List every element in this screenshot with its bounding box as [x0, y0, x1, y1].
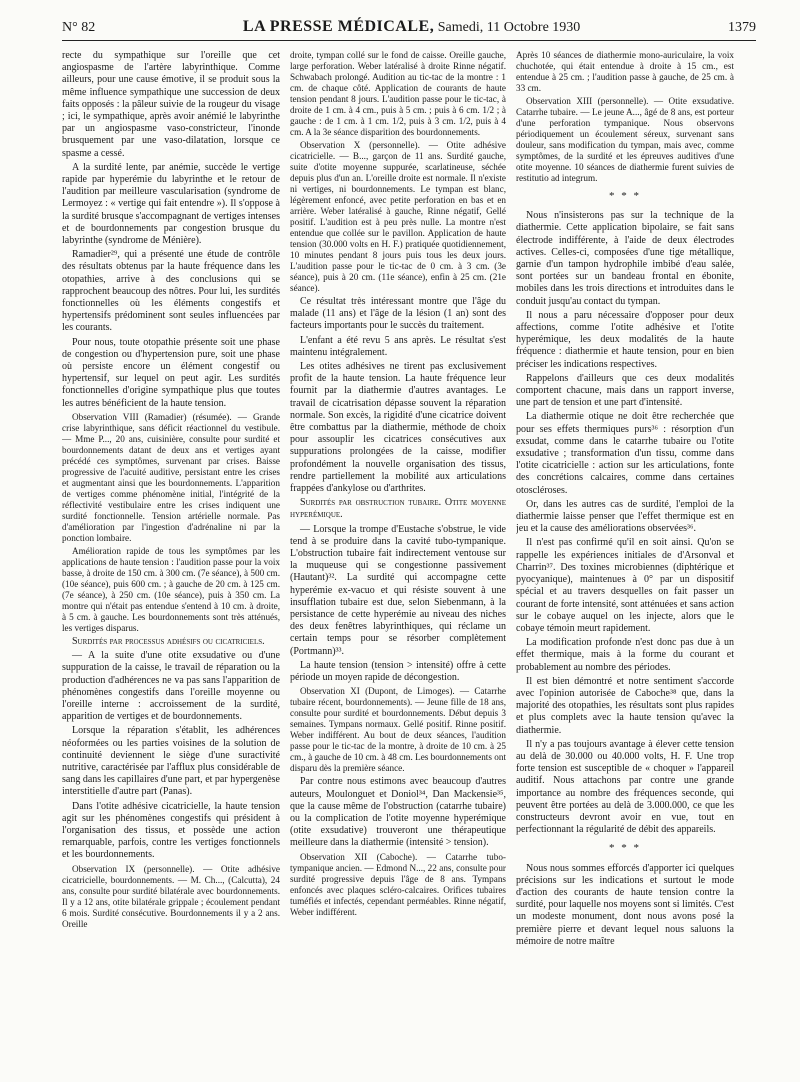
paragraph: Rappelons d'ailleurs que ces deux modalités comportent chacune, mais dans un rapport inverse, une part de tension et une part d'intensité. — [516, 372, 734, 409]
observation-12-continued: Après 10 séances de diathermie mono-auriculaire, la voix chuchotée, qui était entendue à droite à 15 cm., est entendue à 25 cm. ; l'audition passe à gauche, de 25 cm. à 33 cm. — [516, 50, 734, 93]
paragraph: Lorsque la réparation s'établit, les adhérences néoformées ou les parties voisines de la solution de continuité deviennent le siège d'une suractivité nutritive, caractérisée par l'afflux plus considérable de sang dans les capillaires d'une part, et par hypergenèse interstitielle d'autre part (Panas). — [62, 725, 280, 798]
paragraph: La diathermie otique ne doit être recherchée que pour ses effets thermiques purs³⁶ : résorption d'un exsudat, comme dans le catarrhe tubaire ou l'otite exsudative ; transformation d'un tissu, comme dans l'otite cicatricielle : action sur les articulations, fonte des concrétions calcaires, comme dans certaines otoscléroses. — [516, 411, 734, 496]
paragraph: Or, dans les autres cas de surdité, l'emploi de la diathermie laisse penser que l'effet thermique est en jeu et la cause des améliorations observées³⁶. — [516, 498, 734, 535]
issue-number: N° 82 — [62, 20, 96, 35]
observation-9: Observation IX (personnelle). — Otite adhésive cicatricielle, bourdonnements. — M. Ch..., (Calcutta), 24 ans, consulte pour surdité bilatérale avec bourdonnements. Il y a 12 ans, otite bilatérale grippale ; écoulement pendant 6 mois. Surdité consécutive. Bourdonnements il y a 2 ans. Oreille — [62, 863, 280, 929]
page-number: 1379 — [728, 20, 756, 35]
column-right — [516, 50, 734, 1060]
column-middle — [290, 50, 506, 1060]
paragraph: Dans l'otite adhésive cicatricielle, la haute tension agit sur les phénomènes congestifs qui président à l'organisation des tissus, et possède une action remarquable, parfois, contre les vertiges fonctionnels et les bourdonnements. — [62, 800, 280, 861]
issue-date: Samedi, 11 Octobre 1930 — [437, 20, 581, 35]
paragraph: Les otites adhésives ne tirent pas exclusivement profit de la haute tension. La haute fréquence leur fournit par la diathermie d'autres avantages. Le travail de cicatrisation dépasse souvent la réparation normale. Son excès, la rigidité d'une cicatrice doivent être combattus par la diathermie, méthode de choix pour assouplir les cicatrices consécutives aux suppurations prolongées de la caisse, modifier profondément la nouvelle organisation des tissus, rendre partiellement la mobilité aux articulations frappées d'ankylose ou d'arthrites. — [290, 361, 506, 495]
observation-11: Observation XI (Dupont, de Limoges). — Catarrhe tubaire récent, bourdonnements). — Jeune fille de 18 ans, consulte pour surdité et bourdonnements. Début depuis 3 semaines. Tympans normaux. Gellé positif. Rinne positif. Weber indifférent. Au bout de deux séances, l'audition passe pour le tic-tac de la montre, à droite de 10 cm. à 25 cm., à gauche de 10 cm. à 48 cm. Les bourdonnements ont disparu dès la première séance. — [290, 686, 506, 774]
paragraph: recte du sympathique sur l'oreille que cet angiospasme de l'artère labyrinthique. Comme ailleurs, pour une cause émotive, il se produit sous la même influence sympathique une succession de deux faits opposés : la pâleur suivie de la rougeur du visage ; ici, le sympathique, après avoir anémié le labyrinthe par un angiospasme vaso-constricteur, l'inonde brusquement par une vaso-dilatation, lorsque ce spasme a cessé. — [62, 50, 280, 159]
column-left — [62, 50, 280, 1060]
journal-title: LA PRESSE MÉDICALE, — [242, 18, 435, 35]
section-separator: * * * — [609, 842, 641, 855]
page-header — [62, 18, 756, 41]
section-heading: Surdités par obstruction tubaire. Otite moyenne hyperémique. — [290, 497, 506, 521]
paragraph: Nous nous sommes efforcés d'apporter ici quelques précisions sur les indications et surtout le mode d'action des courants de haute tension contre la surdité, pour laquelle nos moyens sont si limités. C'est un modeste monument, dont nous avons posé la première pierre et devant lequel nous saluons la mémoire de notre maître — [516, 862, 734, 947]
section-separator: * * * — [609, 190, 641, 202]
paragraph: Il est bien démontré et notre sentiment s'accorde avec l'opinion autorisée de Caboche³⁸ que, dans la majorité des otopathies, les résultats sont plus rapides et plus complets avec la haute tension qu'avec la diathermie. — [516, 675, 734, 736]
section-heading: Surdités par processus adhésifs ou cicatriciels. — [72, 635, 265, 647]
paragraph: Il n'y a pas toujours avantage à élever cette tension au delà de 30.000 ou 40.000 volts, H. F. Une trop forte tension est susceptible de « choquer » l'appareil auditif. Nous attachons par contre une grande importance au nombre des fréquences seconde, qui peuvent être portées au delà de 3.000.000, ce que les constructeurs devront avoir en vue, tout en perfectionnant la régularité de débit des appareils. — [516, 738, 734, 836]
masthead — [243, 18, 580, 36]
observation-8-results: Amélioration rapide de tous les symptômes par les applications de haute tension : l'audition passe pour la voix basse, à droite de 150 cm. à 300 cm. (7e séance), à 500 cm. (10e séance), puis 600 cm. ; à gauche de 20 cm. à 125 cm. (7e séance), à 250 cm. (10e séance), puis à 350 cm. La montre qui n'était pas entendue s'entend à 10 cm. à droite, à 5 cm. à gauche. Les bourdonnements sont très atténués, les vertiges disparus. — [62, 545, 280, 633]
paragraph: Ramadier²⁹, qui a présenté une étude de contrôle des résultats obtenus par la haute fréquence dans les otopathies, arrive à des conclusions qui se rapprochent beaucoup des nôtres. Pour lui, les surdités fonctionnelles où les éléments congestifs et hypertensifs prédominent sont seules influencées par les courants. — [62, 249, 280, 334]
paragraph: Pour nous, toute otopathie présente soit une phase de congestion ou d'hypertension pure, soit une phase où persiste encore un élément congestif ou hypertensif, sur lequel on peut agir. Les surdités fonctionnelles d'origine sympathique plus que toutes les autres bénéficient de la haute tension. — [62, 336, 280, 409]
paragraph: Il nous a paru nécessaire d'opposer pour deux affections, comme l'otite adhésive et l'otite hyperémique, les deux modalités de la haute fréquence : diathermie et haute tension, pour en bien préciser les indications respectives. — [516, 309, 734, 370]
observation-10: Observation X (personnelle). — Otite adhésive cicatricielle. — B..., garçon de 11 ans. Surdité gauche, suite d'otite moyenne suppurée, scarlatineuse, séchée depuis plus d'un an. L'oreille droite est normale. Il n'existe ni vertiges, ni bourdonnements. Le tympan est blanc, légèrement enfoncé, avec petite perforation en bas et en arrière. Weber latéralisé à gauche, Rinne négatif, Gellé positif. L'audition est à peu près nulle. La montre n'est entendue que collée sur le pavillon. Application de haute tension (30.000 volts en H. F.) pratiquée quotidiennement, 10 minutes pendant 8 jours puis tous les deux jours. L'audition passe pour le tic-tac de 0 cm. à 3 cm. (3e séance), puis à 20 cm. (11e séance), enfin à 25 cm. (21e séance). — [290, 140, 506, 293]
observation-9-continued: droite, tympan collé sur le fond de caisse. Oreille gauche, large perforation. Weber latéralisé à droite Rinne négatif. Schwabach prolongé. Audition au tic-tac de la montre : 1 cm. de chaque côté. Application de courants de haute tension pendant 8 jours. L'audition passe pour le tic-tac, à droite de 1 cm. à 4 cm., puis à 5 cm. ; puis à 6 cm. 1/2 ; à gauche : de 1 cm. à 1 cm. 1/2, puis à 3 cm. 1/2, puis à 4 cm. A la 3e séance disparition des bourdonnements. — [290, 50, 506, 137]
observation-12: Observation XII (Caboche). — Catarrhe tubo-tympanique ancien. — Edmond N..., 22 ans, consulte pour surdité progressive depuis l'âge de 8 ans. Tympans enfoncés avec plaques scléro-calcaires. Orifices tubaires tuméfiés et infectés, cependant perméables. Rinne négatif, Weber indifférent. — [290, 851, 506, 917]
paragraph: A la surdité lente, par anémie, succède le vertige rapide par hyperémie du labyrinthe et le retour de l'audition par meilleure vascularisation (syndrome de Lermoyez : « vertige qui fait entendre »). Il s'oppose à la surdité brusque s'accompagnant de vertiges intenses et de bourdonnements par congestion brusque du labyrinthe (syndrome de Ménière). — [62, 161, 280, 247]
paragraph: — A la suite d'une otite exsudative ou d'une suppuration de la caisse, le travail de réparation ou la production d'adhérences ne va pas sans l'apparition de phénomènes congestifs dans l'oreille moyenne ou l'oreille interne : accroissement de la surdité, apparition de vertiges et de bourdonnements. — [62, 650, 280, 723]
observation-13: Observation XIII (personnelle). — Otite exsudative. Catarrhe tubaire. — Le jeune A..., âgé de 8 ans, est porteur d'une perforation tympanique. Nous observons périodiquement un écoulement séreux, survenant sans douleur, sans modification du tympan, mais avec, comme symptômes, de la surdité et les épreuves auditives d'une otite moyenne. 10 séances de diathermie furent suivies de restitutio ad integrum. — [516, 96, 734, 183]
paragraph: Il n'est pas confirmé qu'il en soit ainsi. Qu'on se rappelle les expériences initiales de d'Arsonval et Charrin³⁷. Des toxines microbiennes (diphtérique et pyocyanique), maintenues à 0° par un dispositif spécial et au travers desquelles on fait passer un courant de forte intensité, sont atténuées et sans action sur le cobaye auquel on les injecte, alors que le cobaye témoin meurt rapidement. — [516, 537, 734, 634]
observation-8: Observation VIII (Ramadier) (résumée). — Grande crise labyrinthique, sans déficit réactionnel du vestibule. — Mme P..., 20 ans, cuisinière, consulte pour surdité et bourdonnements datant de deux ans et vertiges ayant précédé ces symptômes, survenant par crises. Baisse progressive de l'acuité auditive, persistant entre les crises et augmentant ainsi que les bourdonnements. L'apparition de vertiges comme phénomène initial, l'intégrité de la réflectivité vestibulaire entre les crises indiquent une surdité fonctionnelle. Tension artérielle normale. Pas d'amélioration par l'ingestion d'adrénaline ni par la ponction lombaire. — [62, 411, 280, 543]
paragraph: Nous n'insisterons pas sur la technique de la diathermie. Cette application bipolaire, se fait sans électrode indifférente, à l'aide de deux électrodes actives. Celles-ci, composées d'une tige métallique, garnie d'un tampon hydrophile imbibé d'eau salée, sont portées sur un bandeau frontal en ébonite, mobiles dans les trois directions et introduites dans le conduit jusqu'au contact du tympan. — [516, 210, 734, 307]
paragraph: La modification profonde n'est donc pas due à un effet thermique, mais à la forme du courant et probablement au nombre des périodes. — [516, 637, 734, 673]
paragraph: L'enfant a été revu 5 ans après. Le résultat s'est maintenu intégralement. — [290, 334, 506, 358]
paragraph: Ce résultat très intéressant montre que l'âge du malade (11 ans) et l'âge de la lésion (1 an) sont des facteurs importants pour le succès du traitement. — [290, 296, 506, 332]
paragraph: La haute tension (tension > intensité) offre à cette période un moyen rapide de décongestion. — [290, 659, 506, 684]
paragraph: — Lorsque la trompe d'Eustache s'obstrue, le vide tend à se produire dans la cavité tubo-tympanique. L'obstruction tubaire fait indirectement ventouse sur la muqueuse qui se congestionne passivement (Hautant)³². La surdité qui accompagne cette hyperémie ex-vacuo et qui résiste souvent à une insufflation tubaire est due, selon Siebenmann, à la persistance de cette hyperémie au niveau des niches des deux fenêtres labyrinthiques, qui réclame un certain temps pour se résorber complètement (Portmann)³³. — [290, 523, 506, 657]
paragraph: Par contre nous estimons avec beaucoup d'autres auteurs, Moulonguet et Doniol³⁴, Dan Mackensie³⁵, que la cause même de l'obstruction (catarrhe tubaire) ou la complication de l'otite moyenne hyperémique (otite exsudative) trouveront une thérapeutique meilleure dans la diathermie (intensité > tension). — [290, 776, 506, 849]
